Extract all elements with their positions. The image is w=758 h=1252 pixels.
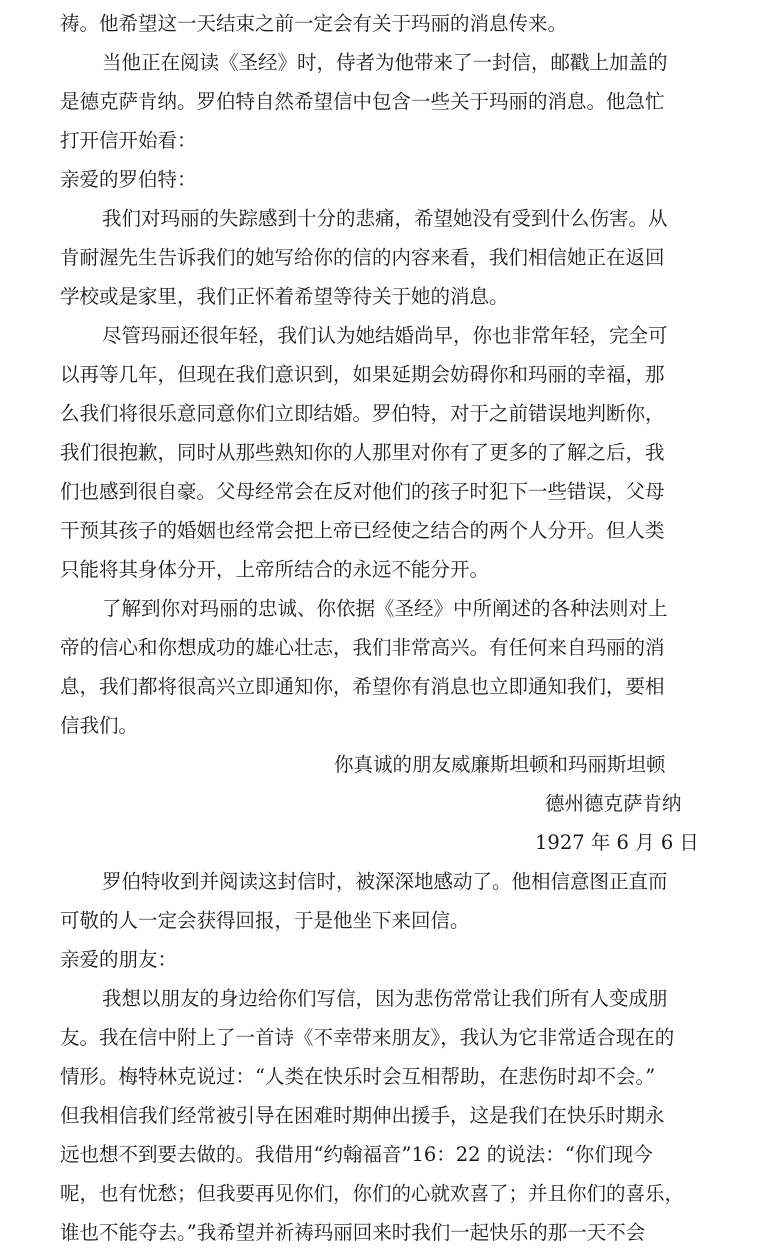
text-line: 罗伯特收到并阅读这封信时，被深深地感动了。他相信意图正直而 bbox=[102, 870, 668, 893]
text-line: 尽管玛丽还很年轻，我们认为她结婚尚早，你也非常年轻，完全可 bbox=[102, 324, 668, 347]
book-page bbox=[60, 4, 740, 1252]
text-line: 谁也不能夺去。”我希望并祈祷玛丽回来时我们一起快乐的那一天不会 bbox=[60, 1221, 646, 1244]
text-line: 呢，也有忧愁；但我要再见你们，你们的心就欢喜了；并且你们的喜乐， bbox=[60, 1182, 685, 1205]
text-line: 信我们。 bbox=[60, 714, 139, 737]
text-line: 肯耐渥先生告诉我们的她写给你的信的内容来看，我们相信她正在返回 bbox=[60, 246, 665, 269]
text-line: 我们很抱歉，同时从那些熟知你的人那里对你有了更多的了解之后，我 bbox=[60, 441, 665, 464]
text-line: 远也想不到要去做的。我借用“约翰福音”16：22 的说法：“你们现今 bbox=[60, 1143, 653, 1166]
text-line: 是德克萨肯纳。罗伯特自然希望信中包含一些关于玛丽的消息。他急忙 bbox=[60, 90, 665, 113]
letter-signature: 你真诚的朋友威廉斯坦顿和玛丽斯坦顿 bbox=[334, 753, 666, 776]
text-line: 可敬的人一定会获得回报，于是他坐下来回信。 bbox=[60, 909, 470, 932]
text-line: 以再等几年，但现在我们意识到，如果延期会妨碍你和玛丽的幸福，那 bbox=[60, 363, 665, 386]
text-line: 们也感到很自豪。父母经常会在反对他们的孩子时犯下一些错误，父母 bbox=[60, 480, 665, 503]
text-line: 息，我们都将很高兴立即通知你，希望你有消息也立即通知我们，要相 bbox=[60, 675, 665, 698]
letter-salutation: 亲爱的朋友： bbox=[60, 948, 178, 971]
letter-salutation: 亲爱的罗伯特： bbox=[60, 168, 197, 191]
text-line: 么我们将很乐意同意你们立即结婚。罗伯特，对于之前错误地判断你， bbox=[60, 402, 665, 425]
text-line: 祷。他希望这一天结束之前一定会有关于玛丽的消息传来。 bbox=[60, 12, 568, 35]
text-line: 干预其孩子的婚姻也经常会把上帝已经使之结合的两个人分开。但人类 bbox=[60, 519, 665, 542]
text-line: 帝的信心和你想成功的雄心壮志，我们非常高兴。有任何来自玛丽的消 bbox=[60, 636, 665, 659]
text-line: 友。我在信中附上了一首诗《不幸带来朋友》，我认为它非常适合现在的 bbox=[60, 1026, 675, 1049]
text-line: 我们对玛丽的失踪感到十分的悲痛，希望她没有受到什么伤害。从 bbox=[102, 207, 668, 230]
text-line: 了解到你对玛丽的忠诚、你依据《圣经》中所阐述的各种法则对上 bbox=[102, 597, 668, 620]
text-line: 我想以朋友的身边给你们写信，因为悲伤常常让我们所有人变成朋 bbox=[102, 987, 668, 1010]
text-line: 当他正在阅读《圣经》时，侍者为他带来了一封信，邮戳上加盖的 bbox=[102, 51, 668, 74]
text-line: 只能将其身体分开，上帝所结合的永远不能分开。 bbox=[60, 558, 490, 581]
letter-date: 1927 年 6 月 6 日 bbox=[535, 831, 699, 854]
text-line: 情形。梅特林克说过：“人类在快乐时会互相帮助，在悲伤时却不会。” bbox=[60, 1065, 656, 1088]
text-line: 但我相信我们经常被引导在困难时期伸出援手，这是我们在快乐时期永 bbox=[60, 1104, 665, 1127]
text-line: 学校或是家里，我们正怀着希望等待关于她的消息。 bbox=[60, 285, 509, 308]
letter-location: 德州德克萨肯纳 bbox=[545, 792, 682, 815]
text-line: 打开信开始看： bbox=[60, 129, 197, 152]
